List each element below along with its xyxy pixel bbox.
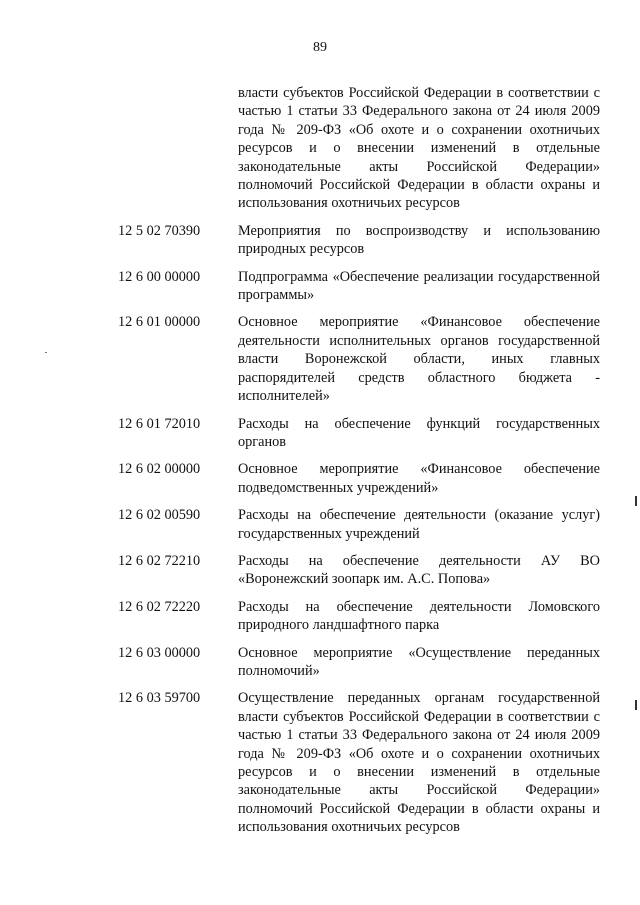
row-code: 12 6 02 00000 bbox=[118, 461, 201, 478]
table-row bbox=[118, 84, 600, 213]
row-description: Осуществление переданных органам государственной власти субъектов Российской Федерации в соответствии с частью 1 статьи 33 Федерального закона от 24 июля 2009 года № 209-ФЗ «Об охоте и о сохранении охотничьих ресурсов и о внесении изменений в отдельные законодательные акты Российской Федерации» полномочий Российской Федерации в области охраны и использования охотничьих ресурсов bbox=[238, 690, 600, 836]
table-row bbox=[118, 644, 600, 681]
row-description: Основное мероприятие «Финансовое обеспечение деятельности исполнительных органов государственной власти Воронежской области, иных главных распорядителей средств областного бюджета - исполнителей» bbox=[238, 314, 600, 405]
table-row bbox=[118, 415, 600, 452]
row-code: 12 6 03 59700 bbox=[118, 690, 201, 707]
row-code: 12 6 02 72220 bbox=[118, 598, 201, 615]
table-row bbox=[118, 598, 600, 635]
row-code: 12 6 01 00000 bbox=[118, 314, 201, 331]
table-row bbox=[118, 506, 600, 543]
scan-speck bbox=[45, 352, 47, 353]
row-description: Основное мероприятие «Финансовое обеспечение подведомственных учреждений» bbox=[238, 461, 600, 496]
table-row bbox=[118, 222, 600, 259]
scan-edge-mark bbox=[635, 496, 637, 506]
table-row bbox=[118, 460, 600, 497]
table-row bbox=[118, 552, 600, 589]
row-description: Расходы на обеспечение деятельности АУ ВО «Воронежский зоопарк им. А.С. Попова» bbox=[238, 552, 600, 588]
budget-code-table bbox=[118, 84, 600, 846]
row-code: 12 6 02 00590 bbox=[118, 507, 201, 524]
row-description: Расходы на обеспечение функций государственных органов bbox=[238, 415, 600, 450]
row-description: Мероприятия по воспроизводству и использованию природных ресурсов bbox=[238, 222, 600, 258]
row-description: Расходы на обеспечение деятельности (оказание услуг) государственных учреждений bbox=[238, 507, 600, 542]
scan-edge-mark bbox=[635, 700, 637, 710]
row-code: 12 6 01 72010 bbox=[118, 415, 201, 432]
row-code bbox=[118, 84, 238, 213]
table-row bbox=[118, 689, 600, 836]
row-description: власти субъектов Российской Федерации в соответствии с частью 1 статьи 33 Федерального закона от 24 июля 2009 года № 209-ФЗ «Об охоте и о сохранении охотничьих ресурсов и о внесении изменений в отдельные законодательные акты Российской Федерации» полномочий Российской Федерации в области охраны и использования охотничьих ресурсов bbox=[238, 85, 600, 212]
row-description: Основное мероприятие «Осуществление переданных полномочий» bbox=[238, 644, 600, 679]
table-row bbox=[118, 313, 600, 405]
table-row bbox=[118, 268, 600, 305]
row-code: 12 6 00 00000 bbox=[118, 268, 201, 285]
row-code: 12 6 02 72210 bbox=[118, 552, 201, 569]
row-code: 12 5 02 70390 bbox=[118, 222, 201, 239]
page-number: 89 bbox=[313, 40, 327, 55]
row-code: 12 6 03 00000 bbox=[118, 644, 201, 661]
row-description: Подпрограмма «Обеспечение реализации государственной программы» bbox=[238, 268, 600, 304]
row-description: Расходы на обеспечение деятельности Ломовского природного ландшафтного парка bbox=[238, 598, 600, 634]
